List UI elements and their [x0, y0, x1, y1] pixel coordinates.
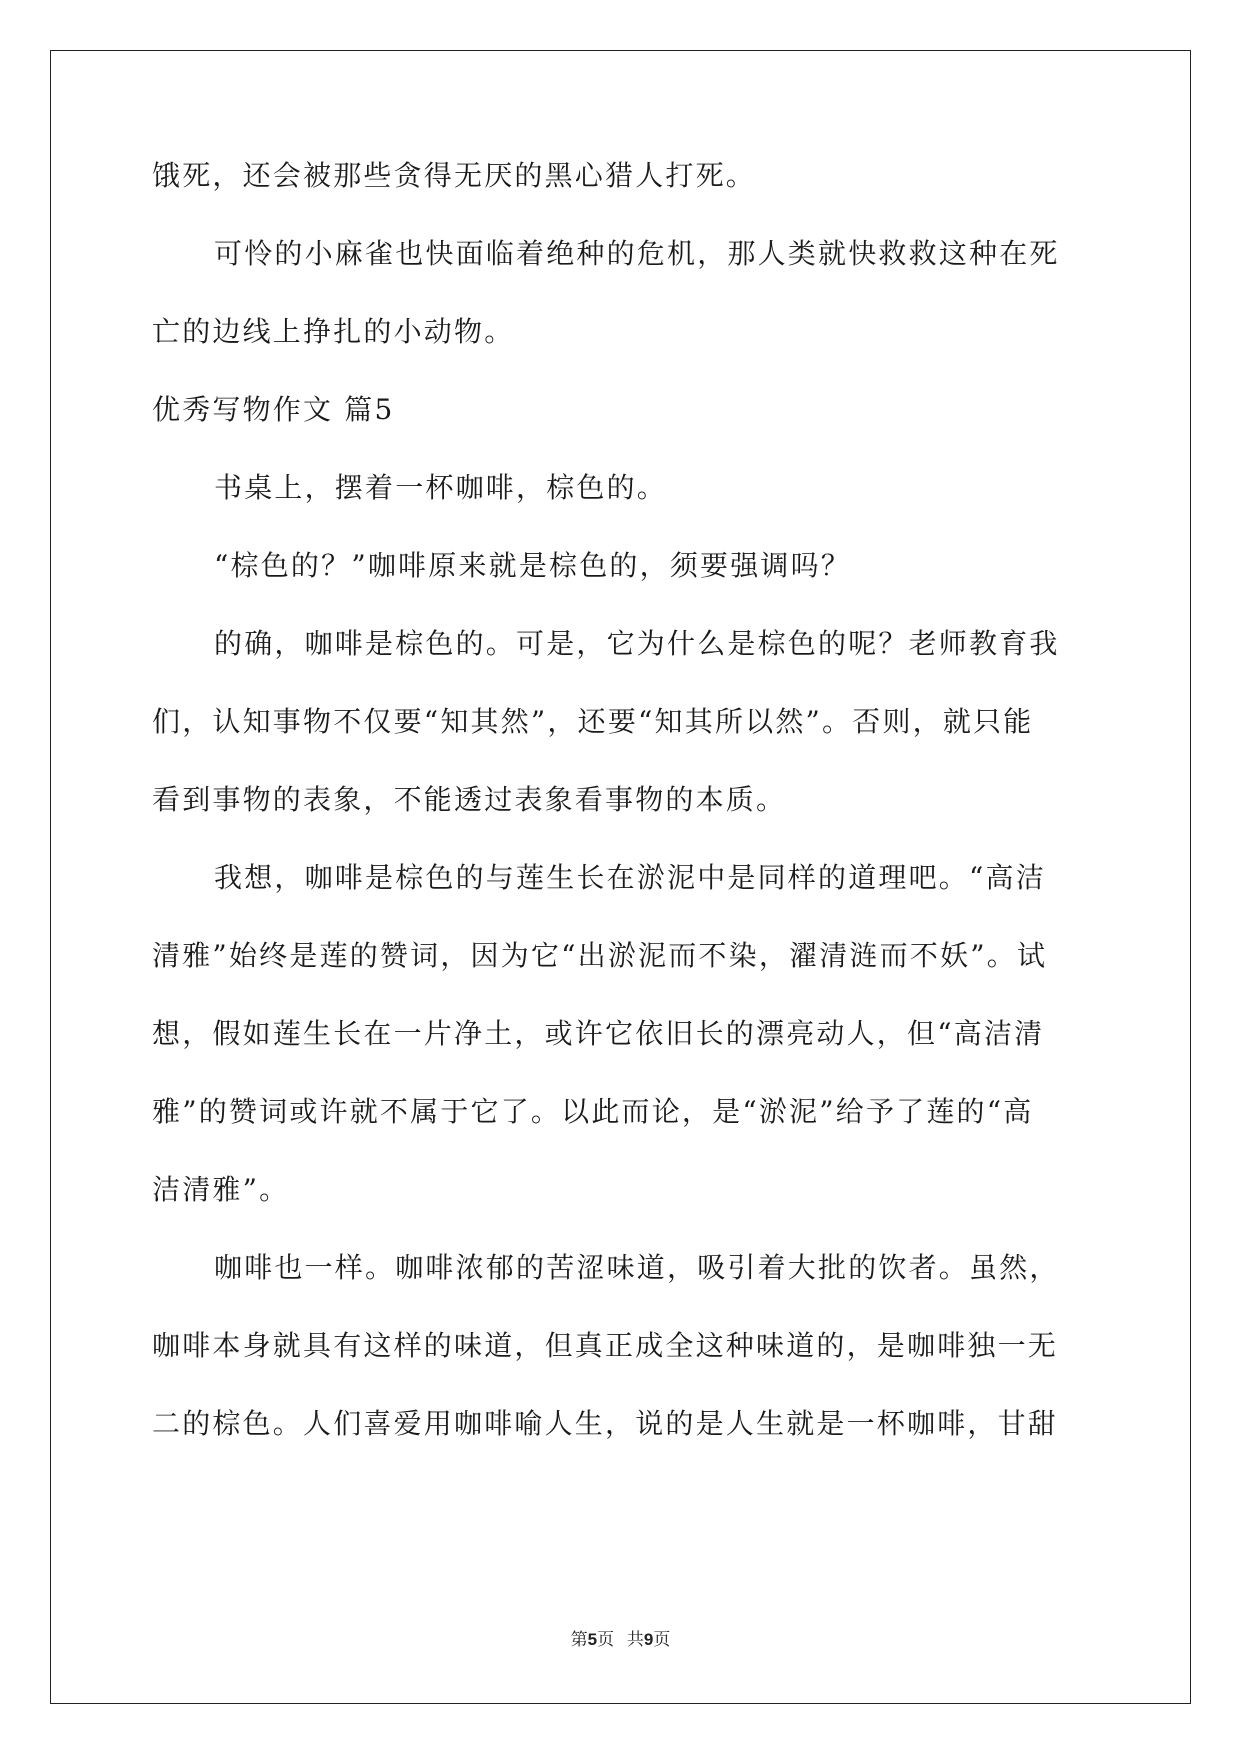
- footer-mid: 页 共: [597, 1630, 644, 1649]
- section-heading: 优秀写物作文 篇5: [152, 393, 395, 426]
- paragraph-line: 清雅”始终是莲的赞词，因为它“出淤泥而不染，濯清涟而不妖”。试: [152, 939, 1048, 972]
- paragraph-line: 看到事物的表象，不能透过表象看事物的本质。: [152, 783, 787, 816]
- current-page-number: 5: [587, 1630, 598, 1649]
- paragraph-line: 二的棕色。人们喜爱用咖啡喻人生，说的是人生就是一杯咖啡，甘甜: [152, 1407, 1059, 1440]
- paragraph-line: 可怜的小麻雀也快面临着绝种的危机，那人类就快救救这种在死: [214, 237, 1060, 270]
- paragraph-line: 饿死，还会被那些贪得无厌的黑心猎人打死。: [152, 159, 757, 192]
- paragraph-line: 书桌上，摆着一杯咖啡，棕色的。: [214, 471, 668, 504]
- total-page-number: 9: [643, 1630, 654, 1649]
- paragraph-line: 咖啡也一样。咖啡浓郁的苦涩味道，吸引着大批的饮者。虽然，: [214, 1251, 1060, 1284]
- footer-prefix: 第: [570, 1630, 588, 1649]
- paragraph-line: 的确，咖啡是棕色的。可是，它为什么是棕色的呢？老师教育我: [214, 627, 1060, 660]
- paragraph-line: 们，认知事物不仅要“知其然”，还要“知其所以然”。否则，就只能: [152, 705, 1034, 738]
- page-footer: [0, 1625, 1241, 1650]
- paragraph-line: 雅”的赞词或许就不属于它了。以此而论，是“淤泥”给予了莲的“高: [152, 1095, 1034, 1128]
- document-body: [152, 159, 1087, 1488]
- paragraph-line: 咖啡本身就具有这样的味道，但真正成全这种味道的，是咖啡独一无: [152, 1329, 1059, 1362]
- paragraph-line: 洁清雅”。: [152, 1173, 290, 1206]
- paragraph-line: 想，假如莲生长在一片净土，或许它依旧长的漂亮动人，但“高洁清: [152, 1017, 1045, 1050]
- paragraph-line: “棕色的？”咖啡原来就是棕色的，须要强调吗？: [214, 549, 852, 582]
- paragraph-line: 我想，咖啡是棕色的与莲生长在淤泥中是同样的道理吧。“高洁: [214, 861, 1046, 894]
- footer-suffix: 页: [653, 1630, 671, 1649]
- paragraph-line: 亡的边线上挣扎的小动物。: [152, 315, 515, 348]
